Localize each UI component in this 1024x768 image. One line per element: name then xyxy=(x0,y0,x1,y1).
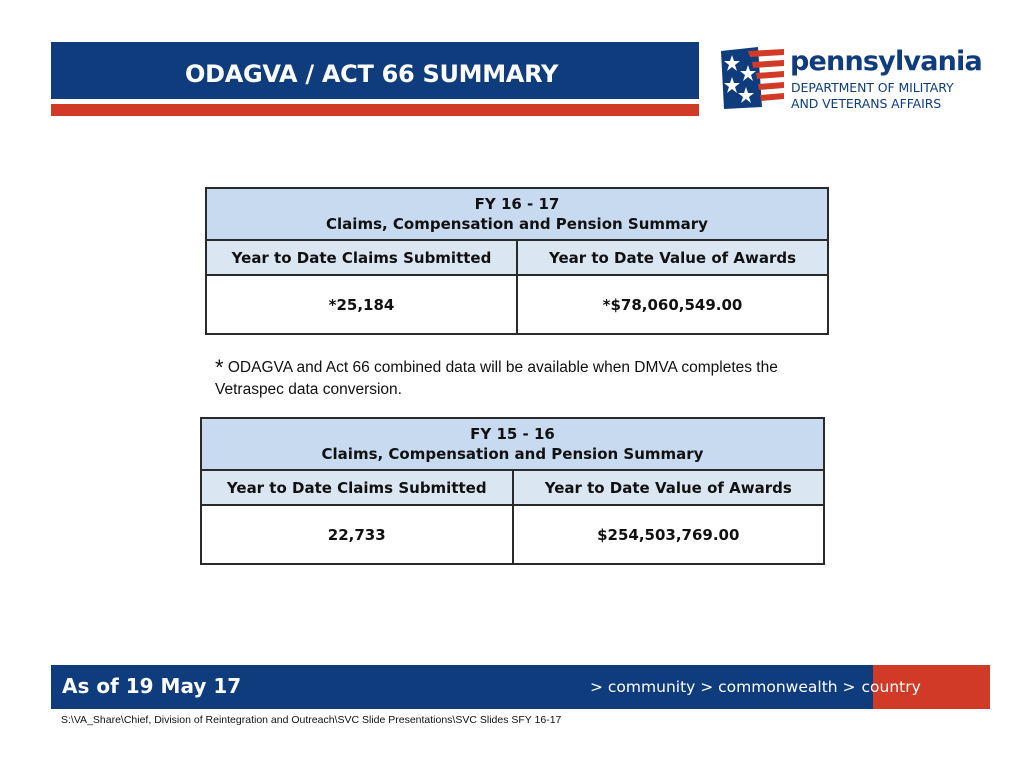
pa-flag-stars-icon xyxy=(718,45,784,111)
table-header xyxy=(201,418,824,470)
footer-tagline xyxy=(590,678,927,696)
table-header xyxy=(206,188,828,240)
logo-department xyxy=(791,80,954,112)
footnote xyxy=(215,357,825,401)
as-of-date: As of 19 May 17 xyxy=(62,674,242,698)
col-header-awards: Year to Date Value of Awards xyxy=(513,470,825,505)
claims-value: *25,184 xyxy=(206,275,517,334)
footnote-text: ODAGVA and Act 66 combined data will be available when DMVA completes the Vetraspec data conversion. xyxy=(215,359,778,398)
summary-table-fy1617 xyxy=(205,187,829,335)
fiscal-year-label: FY 16 - 17 xyxy=(474,195,560,213)
dmva-logo xyxy=(718,45,988,115)
logo-dept-line1: DEPARTMENT OF MILITARY xyxy=(791,80,954,95)
awards-value: $254,503,769.00 xyxy=(513,505,825,564)
table-subtitle: Claims, Compensation and Pension Summary xyxy=(326,215,708,233)
fiscal-year-label: FY 15 - 16 xyxy=(470,425,555,443)
logo-dept-line2: AND VETERANS AFFAIRS xyxy=(791,96,942,111)
awards-value: *$78,060,549.00 xyxy=(517,275,828,334)
logo-wordmark: pennsylvania xyxy=(790,46,982,77)
summary-table-fy1516 xyxy=(200,417,825,565)
title-red-stripe xyxy=(51,104,699,116)
footnote-asterisk: * xyxy=(215,355,224,380)
table-subtitle: Claims, Compensation and Pension Summary xyxy=(321,445,704,463)
file-path: S:\VA_Share\Chief, Division of Reintegration and Outreach\SVC Slide Presentations\SVC Slides SFY 16-17 xyxy=(61,714,562,726)
tagline-part1: > community > commonwealth > xyxy=(590,678,856,696)
col-header-awards: Year to Date Value of Awards xyxy=(517,240,828,275)
col-header-claims: Year to Date Claims Submitted xyxy=(206,240,517,275)
tagline-part2: country xyxy=(861,678,921,696)
claims-value: 22,733 xyxy=(201,505,513,564)
page-title: ODAGVA / ACT 66 SUMMARY xyxy=(185,60,559,88)
col-header-claims: Year to Date Claims Submitted xyxy=(201,470,513,505)
